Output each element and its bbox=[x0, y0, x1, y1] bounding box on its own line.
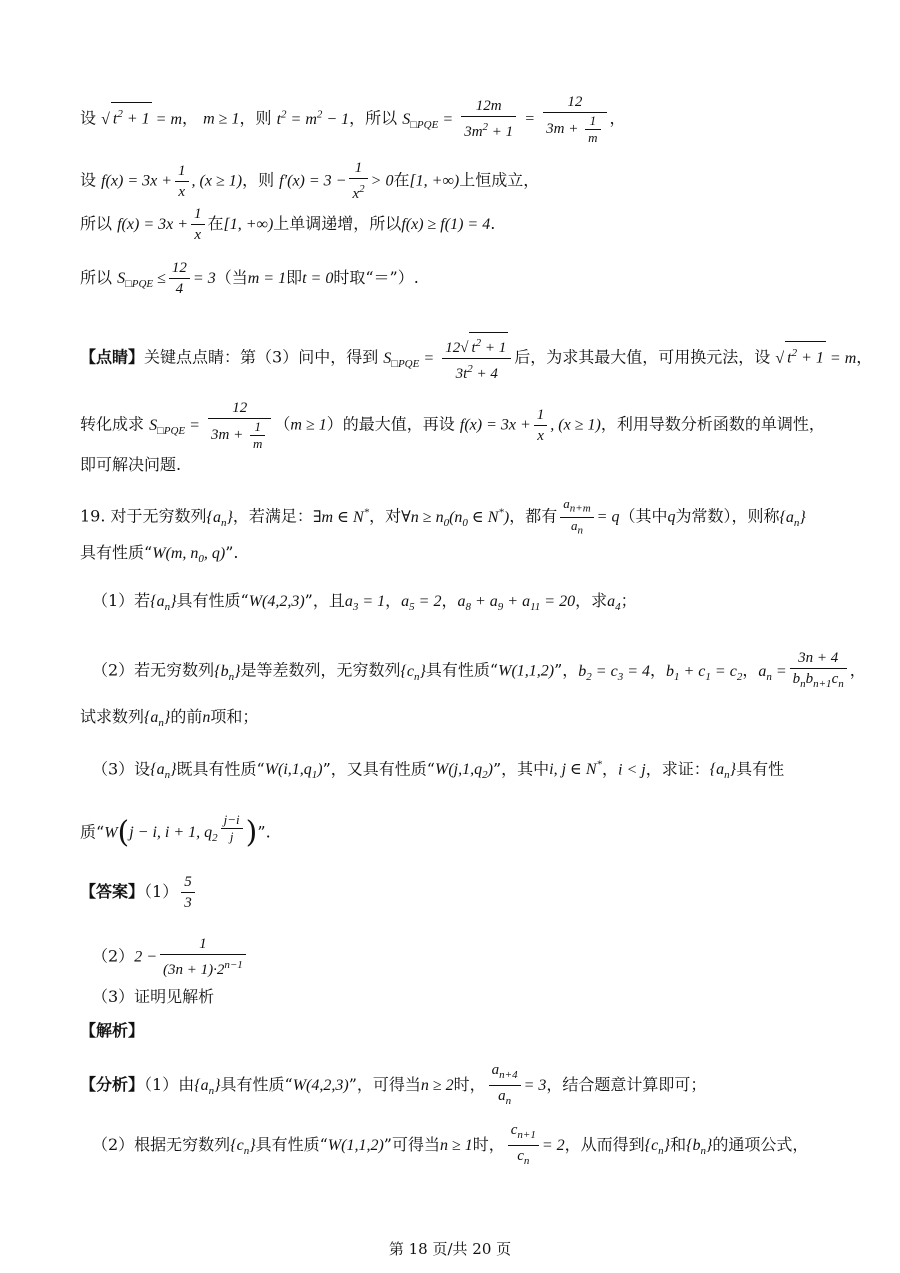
text: 转化成求 bbox=[80, 414, 145, 434]
analysis-heading bbox=[80, 1020, 840, 1042]
text: ，结合题意计算即可； bbox=[546, 1075, 707, 1094]
section-tag: 【点睛】 bbox=[80, 347, 145, 367]
question-part-2-line-2: 试求数列$\{a_n\}$的前n项和； bbox=[80, 707, 259, 730]
answer-line-1: 【答案】（1） $\frac{5}{3}$ bbox=[80, 872, 840, 913]
text: 所以 bbox=[80, 268, 113, 287]
text: （1）由 bbox=[144, 1075, 195, 1094]
text: ，都有 bbox=[509, 506, 558, 526]
comment-line-3 bbox=[80, 454, 840, 476]
text: （2）若无穷数列 bbox=[92, 660, 215, 680]
text: 具有性质“ bbox=[255, 1135, 328, 1154]
text: 时取“＝”）. bbox=[333, 268, 419, 287]
text: 上单调递增，所以 bbox=[273, 214, 402, 233]
text-line-3: 所以 f(x) = 3x + $\frac{1}{x}$ 在[1, +∞)上单调递增，所以f(x) ≥ f(1) = 4. bbox=[80, 206, 496, 243]
text: 的前 bbox=[170, 707, 203, 726]
question-part-2: （2）若无穷数列$\{b_n\}$是等差数列，无穷数列$\{c_n\}$具有性质“W(1,1,2)”，$b_2 = c_3 = 4$，$b_1 + c_1 = c_2$，$a_n$ = $\frac{3n + 4}{b_nb_{n+1}c_n}$ ， bbox=[92, 650, 866, 690]
text: ”可得当 bbox=[383, 1135, 440, 1154]
text: ，则 bbox=[239, 108, 272, 128]
text: 试求数列 bbox=[80, 707, 145, 726]
text: （当 bbox=[215, 268, 248, 287]
text: ，从而得到 bbox=[564, 1135, 645, 1154]
text: ”，且 bbox=[304, 591, 345, 610]
text: 时， bbox=[453, 1075, 486, 1094]
text: 19. 对于无穷数列 bbox=[80, 506, 207, 526]
text: 既具有性质“ bbox=[176, 759, 265, 779]
text: 具有性 bbox=[736, 759, 785, 779]
text: 在 bbox=[207, 214, 224, 233]
text: 设 bbox=[80, 108, 97, 128]
text: 具有性质“ bbox=[425, 660, 499, 680]
section-tag: 【解析】 bbox=[80, 1021, 145, 1040]
analysis-line-2: （2）根据无穷数列$\{c_n\}$具有性质“W(1,1,2)”可得当n ≥ 1时， $\frac{c_{n+1}}{c_n}$ = 2，从而得到$\{c_n\}$和$\{b_n\}$的通项公式， bbox=[92, 1122, 809, 1167]
text: （其中 bbox=[619, 506, 668, 526]
text: ，求 bbox=[575, 591, 608, 610]
text: ， bbox=[182, 108, 199, 128]
question-19-line-1: 19. 对于无穷数列$\{a_n\}$，若满足：∃m ∈ N*，对∀n ≥ $n_0(n_0$ ∈ N*)，都有 $\frac{a_{n+m}}{a_n}$ = q（其中q为常数），则称$\{a_n\}$ bbox=[80, 496, 806, 537]
comment-line-1: 【点睛】关键点点睛：第（3）问中，得到 $S_{□PQE}$ = $\frac{12√ t^2 + 1}{3t^2 + 4}$ 后，为求其最大值，可用换元法，设 √ $t^2 + 1 = m$， bbox=[80, 332, 840, 384]
question-19-line-2: 具有性质“W(m, $n_0$, q)”. bbox=[80, 543, 239, 566]
text: 具有性质“ bbox=[80, 543, 153, 562]
text: 上恒成立， bbox=[459, 170, 540, 190]
question-part-3: （3）设$\{a_n\}$既具有性质“$W(i,1,q_1)$”，又具有性质“$W(j,1,q_2)$”，其中i, j ∈ N*，i < j，求证：$\{a_n\}$具有性 bbox=[92, 759, 785, 782]
text: 关键点点睛：第（3）问中，得到 bbox=[144, 347, 379, 367]
text: 时， bbox=[472, 1135, 505, 1154]
text: ，利用导数分析函数的单调性， bbox=[600, 414, 825, 434]
text: ，对 bbox=[369, 506, 402, 526]
fraction: $\frac{12m}{3m^2 + 1}$ bbox=[461, 96, 516, 142]
text-line-1: 设 √ $t^2 + 1 = m$， m ≥ 1，则 $t^2 = m^2 - 1$，所以 $S_{□PQE}$ = $\frac{12m}{3m^2 + 1}$ = 12 3m + $\frac{1}{m}$ ， bbox=[80, 94, 626, 145]
text: 即可解决问题. bbox=[80, 455, 182, 474]
question-part-3-line-2: 质“W(j − i, i + 1, $q_2$ $^{\frac{j-i}{j}}$ )”. bbox=[80, 812, 271, 850]
text: ”，又具有性质“ bbox=[322, 759, 435, 779]
text: 质“ bbox=[80, 822, 105, 842]
section-tag: 【分析】 bbox=[80, 1075, 145, 1094]
text: 即 bbox=[286, 268, 303, 287]
text: 项和； bbox=[210, 707, 259, 726]
text-line-4: 所以 $S_{□PQE}$ ≤ $\frac{12}{4}$ = 3（当m = 1即t = 0时取“＝”）. bbox=[80, 260, 419, 297]
section-tag: 【答案】 bbox=[80, 882, 145, 901]
text: ”，其中 bbox=[492, 759, 550, 779]
page-footer: 第 18 页/共 20 页 bbox=[388, 1240, 512, 1258]
text: （2）根据无穷数列 bbox=[92, 1135, 231, 1154]
text: 为常数），则称 bbox=[675, 506, 780, 526]
comment-line-2: 转化成求 $S_{□PQE}$ = 12 3m + $\frac{1}{m}$ （m ≥ 1）的最大值，再设 f(x) = 3x + $\frac{1}{x}$ , (x ≥ 1)，利用导数分析函数的单调性， bbox=[80, 400, 825, 451]
text: 后，为求其最大值，可用换元法，设 bbox=[514, 347, 771, 367]
text: （1） bbox=[144, 882, 179, 901]
text: （1）若 bbox=[92, 591, 151, 610]
text: ”，可得当 bbox=[348, 1075, 421, 1094]
text: ，所以 bbox=[349, 108, 398, 128]
fraction: 12 3m + $\frac{1}{m}$ bbox=[543, 92, 606, 146]
text: （3）设 bbox=[92, 759, 151, 779]
question-part-1: （1）若$\{a_n\}$具有性质“W(4,2,3)”，且$a_3 = 1$，$a_5 = 2$，$a_8 + a_9 + a_{11} = 20$，求$a_4$； bbox=[92, 591, 637, 614]
answer-line-3 bbox=[92, 986, 840, 1008]
text: （2） bbox=[92, 946, 135, 966]
text: 具有性质“ bbox=[220, 1075, 293, 1094]
text-line-2: 设 f(x) = 3x + $\frac{1}{x}$ , (x ≥ 1)，则 f′(x) = 3 − $\frac{1}{x^2}$ > 0在[1, +∞)上恒成立， bbox=[80, 160, 540, 202]
text: 的通项公式， bbox=[712, 1135, 809, 1154]
text: （3）证明见解析 bbox=[92, 987, 215, 1006]
text: 和 bbox=[670, 1135, 687, 1154]
text: 是等差数列，无穷数列 bbox=[240, 660, 401, 680]
text: ，则 bbox=[242, 170, 275, 190]
answer-line-2: （2）2 − $\frac{1}{(3n + 1)\cdot 2^{n-1}}$ bbox=[92, 934, 840, 980]
text: 的最大值，再设 bbox=[342, 414, 455, 434]
text: ，若满足： bbox=[232, 506, 313, 526]
text: 所以 bbox=[80, 214, 113, 233]
text: 设 bbox=[80, 170, 97, 190]
text: 具有性质“ bbox=[176, 591, 249, 610]
text: ，求证： bbox=[645, 759, 710, 779]
analysis-line-1: 【分析】（1）由$\{a_n\}$具有性质“W(4,2,3)”，可得当n ≥ 2时， $\frac{a_{n+4}}{a_n}$ = 3，结合题意计算即可； bbox=[80, 1062, 707, 1107]
text: 在 bbox=[393, 170, 410, 190]
